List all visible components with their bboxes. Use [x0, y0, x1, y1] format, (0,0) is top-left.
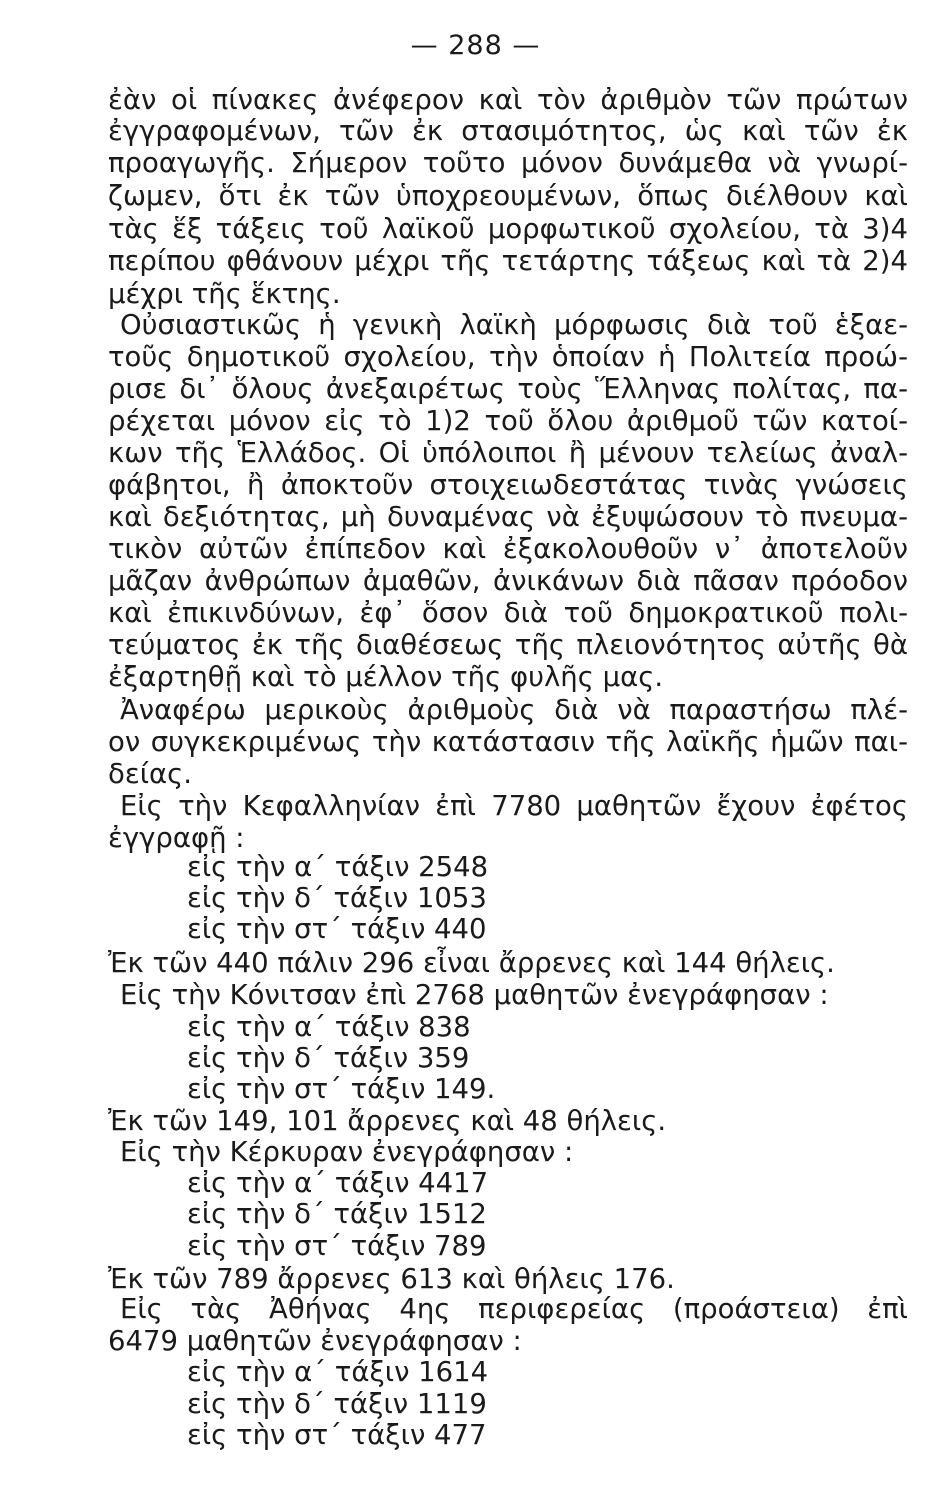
text-line: τικὸν αὐτῶν ἐπίπεδον καὶ ἐξακολουθοῦν ν᾿ ἀποτελοῦν [108, 533, 908, 565]
enrollment-row: εἰς τὴν α΄ τάξιν 1614 [187, 1356, 489, 1388]
text-line: Εἰς τὰς Ἀθήνας 4ης περιφερείας (προάστεια) ἐπὶ [120, 1293, 908, 1325]
text-line: περίπου φθάνουν μέχρι τῆς τετάρτης τάξεως καὶ τὰ 2)4 [108, 245, 908, 277]
enrollment-row: εἰς τὴν στ΄ τάξιν 789 [187, 1230, 487, 1262]
text-line: φάβητοι, ἢ ἀποκτοῦν στοιχειωδεστάτας τινὰς γνώσεις [108, 469, 908, 501]
text-line: Εἰς τὴν Κόνιτσαν ἐπὶ 2768 μαθητῶν ἐνεγράφησαν : [120, 979, 829, 1011]
text-line: ρισε δι᾿ ὅλους ἀνεξαιρέτως τοὺς Ἕλληνας πολίτας, πα- [108, 373, 908, 405]
text-line: τὰς ἕξ τάξεις τοῦ λαϊκοῦ μορφωτικοῦ σχολείου, τὰ 3)4 [108, 213, 908, 245]
text-line: Εἰς τὴν Κεφαλληνίαν ἐπὶ 7780 μαθητῶν ἔχουν ἐφέτος [120, 790, 908, 822]
text-line: τοῦς δημοτικοῦ σχολείου, τὴν ὁποίαν ἡ Πολιτεία προώ- [108, 341, 908, 373]
text-line: ἐγγραφῇ : [108, 822, 245, 854]
text-line: ἐὰν οἱ πίνακες ἀνέφερον καὶ τὸν ἀριθμὸν τῶν πρώτων [108, 84, 908, 116]
text-line: Οὐσιαστικῶς ἡ γενικὴ λαϊκὴ μόρφωσις διὰ τοῦ ἑξαε- [120, 309, 908, 341]
text-line: ζωμεν, ὅτι ἐκ τῶν ὑποχρεουμένων, ὅπως διέλθουν καὶ [108, 180, 908, 212]
text-line: ἐξαρτηθῇ καὶ τὸ μέλλον τῆς φυλῆς μας. [108, 661, 664, 693]
text-line: μέχρι τῆς ἕκτης. [108, 278, 341, 310]
enrollment-row: εἰς τὴν δ΄ τάξιν 1053 [187, 882, 487, 914]
text-line: Ἀναφέρω μερικοὺς ἀριθμοὺς διὰ νὰ παραστήσω πλέ- [120, 694, 908, 726]
enrollment-row: εἰς τὴν α΄ τάξιν 838 [187, 1011, 471, 1043]
text-line: ἐγγραφομένων, τῶν ἐκ στασιμότητος, ὡς καὶ τῶν ἐκ [108, 115, 908, 147]
enrollment-row: εἰς τὴν στ΄ τάξιν 477 [187, 1419, 487, 1451]
text-line: τεύματος ἐκ τῆς διαθέσεως τῆς πλειονότητος αὐτῆς θὰ [108, 629, 908, 661]
text-line: κων τῆς Ἑλλάδος. Οἱ ὑπόλοιποι ἢ μένουν τελείως ἀναλ- [108, 437, 908, 469]
text-line: δείας. [108, 758, 193, 790]
enrollment-row: εἰς τὴν δ΄ τάξιν 359 [187, 1042, 470, 1074]
text-line: Ἐκ τῶν 440 πάλιν 296 εἶναι ἄρρενες καὶ 144 θήλεις. [108, 947, 835, 979]
text-line: καὶ ἐπικινδύνων, ἐφ᾿ ὅσον διὰ τοῦ δημοκρατικοῦ πολι- [108, 597, 908, 629]
text-line: ον συγκεκριμένως τὴν κατάστασιν τῆς λαϊκῆς ἡμῶν παι- [108, 726, 908, 758]
text-line: Ἐκ τῶν 789 ἄρρενες 613 καὶ θήλεις 176. [108, 1263, 675, 1295]
text-line: ρέχεται μόνον εἰς τὸ 1)2 τοῦ ὅλου ἀριθμοῦ τῶν κατοί- [108, 405, 908, 437]
enrollment-row: εἰς τὴν α΄ τάξιν 4417 [187, 1167, 489, 1199]
text-line: προαγωγῆς. Σήμερον τοῦτο μόνον δυνάμεθα νὰ γνωρί- [108, 147, 908, 179]
text-line: καὶ δεξιότητας, μὴ δυναμένας νὰ ἐξυψώσουν τὸ πνευμα- [108, 501, 908, 533]
text-line: 6479 μαθητῶν ἐνεγράφησαν : [108, 1325, 522, 1357]
enrollment-row: εἰς τὴν στ΄ τάξιν 440 [187, 913, 487, 945]
enrollment-row: εἰς τὴν α΄ τάξιν 2548 [187, 851, 489, 883]
enrollment-row: εἰς τὴν δ΄ τάξιν 1119 [187, 1388, 487, 1420]
text-line: Ἐκ τῶν 149, 101 ἄρρενες καὶ 48 θήλεις. [108, 1105, 667, 1137]
enrollment-row: εἰς τὴν δ΄ τάξιν 1512 [187, 1198, 487, 1230]
text-line: μᾶζαν ἀνθρώπων ἀμαθῶν, ἀνικάνων διὰ πᾶσαν πρόοδον [108, 565, 908, 597]
text-line: Εἰς τὴν Κέρκυραν ἐνεγράφησαν : [120, 1136, 574, 1168]
page-number: — 288 — [410, 30, 541, 61]
enrollment-row: εἰς τὴν στ΄ τάξιν 149. [187, 1073, 496, 1105]
